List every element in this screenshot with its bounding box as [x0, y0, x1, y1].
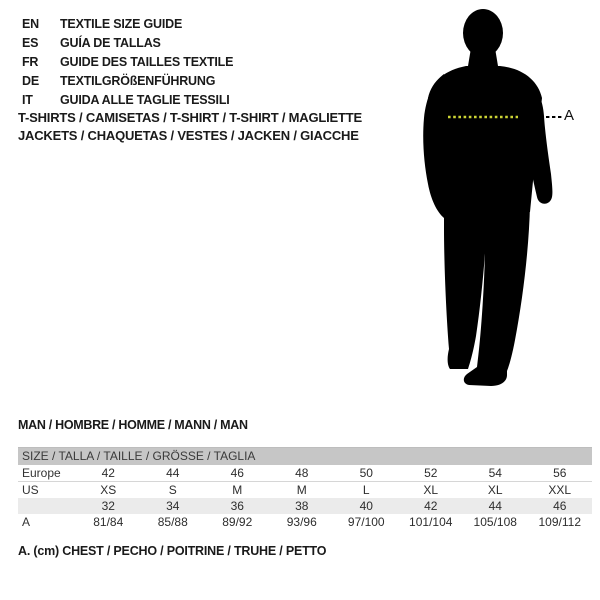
table-row-chest-a [18, 514, 592, 530]
size-cell: M [232, 483, 243, 497]
language-code: IT [22, 93, 33, 107]
language-label: GUÍA DE TALLAS [60, 36, 161, 50]
language-row-it [22, 91, 233, 110]
size-table-header: SIZE / TALLA / TAILLE / GRÖSSE / TAGLIA [18, 448, 592, 465]
size-cell: 89/92 [222, 515, 253, 529]
man-silhouette-icon [400, 0, 600, 400]
size-cell: 85/88 [157, 515, 188, 529]
table-row-europe [18, 465, 592, 481]
size-cell: XXL [548, 483, 572, 497]
size-cell: 34 [166, 499, 180, 513]
language-row-de [22, 72, 233, 91]
size-cell: 44 [488, 499, 502, 513]
size-cell: 46 [230, 466, 244, 480]
category-tshirts: T-SHIRTS / CAMISETAS / T-SHIRT / T-SHIRT / MAGLIETTE [18, 110, 362, 125]
size-cell: 105/108 [473, 515, 517, 529]
measurement-label-a: A [564, 107, 575, 124]
size-cell: 56 [553, 466, 567, 480]
language-row-es [22, 34, 233, 53]
measurement-footnote: A. (cm) CHEST / PECHO / POITRINE / TRUHE / PETTO [18, 544, 327, 558]
size-cell: 97/100 [347, 515, 385, 529]
size-cell: XL [487, 483, 503, 497]
language-label: TEXTILGRÖßENFÜHRUNG [60, 74, 216, 88]
table-row-us-numbers [18, 498, 592, 514]
row-label: US [22, 483, 39, 497]
size-cell: 46 [553, 499, 567, 513]
size-cell: L [362, 483, 370, 497]
size-cell: 36 [230, 499, 244, 513]
size-cell: 44 [166, 466, 180, 480]
language-label: GUIDA ALLE TAGLIE TESSILI [60, 93, 230, 107]
size-cell: 38 [295, 499, 309, 513]
size-table [18, 447, 592, 530]
language-label: GUIDE DES TAILLES TEXTILE [60, 55, 234, 69]
man-silhouette-figure [400, 0, 600, 400]
size-cell: 42 [101, 466, 115, 480]
language-code: DE [22, 74, 39, 88]
size-cell: 50 [359, 466, 373, 480]
category-jackets: JACKETS / CHAQUETAS / VESTES / JACKEN / GIACCHE [18, 128, 359, 143]
size-cell: S [168, 483, 177, 497]
size-cell: 32 [101, 499, 115, 513]
table-row-us-letters [18, 481, 592, 498]
language-list [22, 15, 233, 110]
garment-categories [18, 109, 362, 145]
language-code: EN [22, 17, 39, 31]
size-cell: 54 [488, 466, 502, 480]
size-cell: 81/84 [93, 515, 124, 529]
language-code: ES [22, 36, 39, 50]
language-code: FR [22, 55, 39, 69]
size-cell: 48 [295, 466, 309, 480]
row-label: A [22, 515, 31, 529]
section-title-man: MAN / HOMBRE / HOMME / MANN / MAN [18, 418, 248, 432]
size-cell: 42 [424, 499, 438, 513]
size-cell: 109/112 [538, 515, 581, 529]
size-cell: XL [423, 483, 439, 497]
language-row-fr [22, 53, 233, 72]
size-cell: 93/96 [286, 515, 317, 529]
size-cell: 52 [424, 466, 438, 480]
size-cell: 40 [359, 499, 373, 513]
size-cell: XS [100, 483, 117, 497]
row-label: Europe [22, 466, 61, 480]
size-cell: 101/104 [409, 515, 453, 529]
size-cell: M [296, 483, 307, 497]
language-row-en [22, 15, 233, 34]
language-label: TEXTILE SIZE GUIDE [60, 17, 183, 31]
